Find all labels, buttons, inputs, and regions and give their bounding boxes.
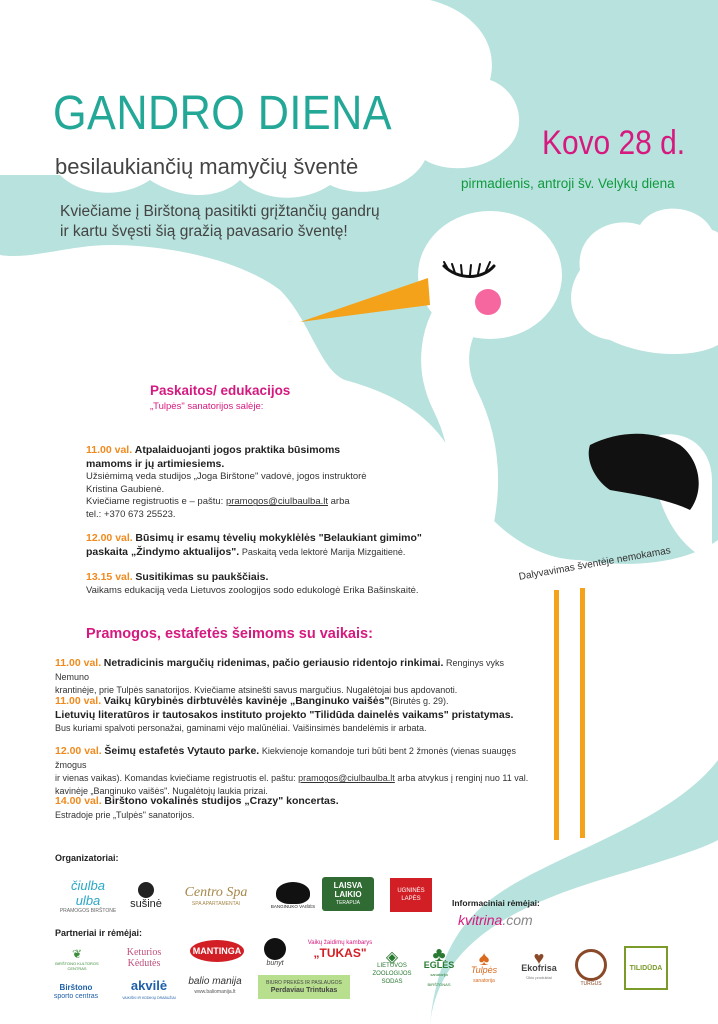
stork-beak bbox=[300, 278, 430, 322]
stork-leg-left bbox=[554, 590, 559, 840]
tulip-icon: ♠ bbox=[478, 947, 490, 970]
right-cloud bbox=[571, 209, 718, 354]
logo-text: BANGINUKO VAIŠĖS bbox=[270, 903, 316, 909]
event-heading: Netradicinis margučių ridenimas, pačio geriausio ridentojo rinkimai. bbox=[103, 657, 444, 669]
egles-logo bbox=[420, 944, 458, 996]
event-time: 12.00 val. bbox=[55, 745, 102, 757]
zoo-logo bbox=[370, 944, 414, 996]
event-text: Paskaitą veda lektorė Marija Mizgaitienė. bbox=[241, 546, 406, 557]
logo-text: MANTINGA bbox=[192, 946, 242, 956]
event-workshop bbox=[55, 695, 525, 735]
event-heading: mamoms ir jų artimiesiems. bbox=[86, 457, 225, 470]
event-text: kavinėje „Banginuko vaišės". Nugalėtojų laukia prizai. bbox=[55, 785, 268, 796]
event-relay bbox=[55, 745, 535, 797]
poster-subtitle: besilaukiančių mamyčių šventė bbox=[55, 154, 359, 179]
event-text: Kiekvienoje komandoje turi būti bent 2 žmonės (vienas suaugęs žmogus bbox=[55, 746, 516, 770]
event-date: Kovo 28 d. bbox=[542, 124, 686, 162]
logo-text: Birštono bbox=[59, 983, 93, 992]
ciulba-ulba-logo bbox=[58, 875, 118, 917]
logo-text: akvilė bbox=[130, 978, 168, 993]
event-time: 11.00 val. bbox=[55, 657, 102, 669]
email-link[interactable]: pramogos@ciulbaulba.lt bbox=[225, 496, 328, 508]
logo-text: sušinė bbox=[130, 898, 162, 910]
laisva-laikio-logo bbox=[322, 877, 374, 911]
turgus-logo bbox=[570, 944, 612, 992]
logo-text: Centro Spa bbox=[184, 885, 248, 900]
info-sponsors-label: Informaciniai rėmėjai: bbox=[452, 898, 540, 908]
logo-text: sporto centras bbox=[53, 993, 99, 1000]
event-birds bbox=[86, 571, 466, 597]
balio-manija-logo bbox=[180, 970, 250, 1004]
ugnines-lapes-logo bbox=[390, 878, 432, 912]
free-entry-note: Dalyvavimas šventėje nemokamas bbox=[518, 545, 672, 583]
invitation-line-2: ir kartu švęsti šią gražią pavasario šventę! bbox=[60, 223, 348, 240]
zoo-icon: ◈ bbox=[385, 949, 399, 966]
event-time: 13.15 val. bbox=[86, 571, 133, 583]
event-heading: Birštono vokalinės studijos „Crazy" koncertas. bbox=[104, 795, 339, 807]
tree-icon: ♣ bbox=[432, 944, 446, 966]
logo-text: TERAPIJA bbox=[336, 899, 360, 906]
event-heading: paskaita „Žindymo aktualijos". bbox=[86, 545, 240, 558]
event-heading: Atpalaiduojanti jogos praktika būsimoms bbox=[134, 444, 341, 456]
logo-text: TURGUS bbox=[580, 981, 602, 987]
event-time: 12.00 val. bbox=[86, 532, 133, 544]
logo-text: LAPĖS bbox=[401, 896, 421, 902]
event-text: krantinėje, prie Tulpės sanatorijos. Kviečiame atsinešti savus margučius. Nugalėtojai bus apdovanoti. bbox=[55, 685, 458, 696]
partners-label: Partneriai ir rėmėjai: bbox=[55, 928, 143, 938]
event-time: 14.00 val. bbox=[55, 795, 102, 807]
event-time: 11.00 val. bbox=[55, 695, 102, 707]
ekofrisa-logo bbox=[514, 944, 564, 992]
keturios-kedutes-logo bbox=[112, 944, 176, 972]
logo-text: „TUKAS" bbox=[313, 946, 367, 960]
event-heading: Lietuvių literatūros ir tautosakos instituto projekto "Tilidūda dainelės vaikams" pristatymas. bbox=[55, 708, 514, 721]
logo-text: Perdaviau Trintukas bbox=[270, 987, 338, 994]
logo-text: TILIDŪDA bbox=[629, 964, 663, 972]
logo-text: kvitrina bbox=[458, 912, 503, 928]
mantinga-logo bbox=[190, 940, 244, 962]
logo-text: LAIKIO bbox=[334, 889, 362, 899]
kvitrina-logo bbox=[458, 912, 533, 928]
event-text: tel.: +370 673 25523. bbox=[86, 508, 176, 520]
logo-text: BIURO PREKĖS IR PASLAUGOS bbox=[266, 980, 342, 986]
logo-text: UGNINĖS bbox=[397, 888, 425, 894]
event-text: Užsiėmimą veda studijos „Joga Birštone" vadovė, jogos instruktorė bbox=[86, 471, 367, 483]
event-heading: Vaikų kūrybinės dirbtuvėlės kavinėje „Banginuko vaišės" bbox=[103, 695, 390, 707]
event-text: arba bbox=[328, 496, 350, 508]
ekofrisa-icon: ♥ bbox=[533, 948, 545, 968]
event-yoga bbox=[86, 444, 426, 522]
event-text: Kristina Gaubienė. bbox=[86, 483, 165, 495]
logo-text: VAIKIŠKI IR KŪDIKIŲ DRABUŽIAI bbox=[122, 996, 176, 1000]
tiliduda-logo bbox=[624, 946, 668, 990]
tukas-logo bbox=[300, 935, 380, 965]
logo-text: Ekofrisa bbox=[521, 963, 557, 973]
logo-text: LIETUVOS bbox=[377, 963, 407, 969]
event-heading: Susitikimas su paukščiais. bbox=[135, 571, 269, 583]
logo-text: ZOOLOGIJOS bbox=[372, 971, 412, 977]
stork-leg-right bbox=[580, 588, 585, 838]
event-day: pirmadienis, antroji šv. Velykų diena bbox=[461, 176, 675, 191]
birstono-kultura-logo bbox=[50, 945, 104, 973]
stork-neck bbox=[445, 300, 500, 585]
section-lectures-subtitle: „Tulpės" sanatorijos salėje: bbox=[150, 401, 264, 412]
logo-text: EGLĖS bbox=[423, 960, 455, 970]
whale-icon bbox=[276, 882, 310, 904]
logo-text: balio manija bbox=[188, 976, 242, 987]
akvile-logo bbox=[118, 978, 180, 1006]
event-concert bbox=[55, 795, 455, 821]
event-text: Bus kuriami spalvoti personažai, gaminami vėjo malūnėliai. Vaišinsimės bandelėmis ir arbata. bbox=[55, 723, 427, 734]
logo-text: Tulpės bbox=[470, 964, 498, 975]
event-eggs bbox=[55, 657, 525, 697]
logo-text: sanatorija bbox=[473, 977, 495, 984]
logo-text: bunyt bbox=[266, 959, 284, 967]
event-parents-school bbox=[86, 532, 446, 559]
leaf-icon: ❦ bbox=[71, 947, 83, 961]
email-link[interactable]: pramogos@ciulbaulba.lt bbox=[298, 773, 395, 784]
logo-text: PRAMOGOS BIRŠTONE bbox=[59, 908, 117, 914]
poster-title: GANDRO DIENA bbox=[53, 87, 393, 140]
event-text: ir vienas vaikas). Komandas kviečiame registruotis el. paštu: bbox=[55, 773, 299, 784]
logo-text: SODAS bbox=[381, 979, 403, 985]
logo-text: .com bbox=[502, 912, 533, 928]
trintukas-logo bbox=[258, 975, 350, 999]
logo-text: čiulba ulba bbox=[71, 878, 105, 908]
stork-cheek bbox=[475, 289, 501, 315]
logo-text: sanatorija BIRŠTONAS bbox=[427, 972, 451, 987]
centro-spa-logo bbox=[172, 880, 260, 912]
logo-text: LAISVA bbox=[333, 880, 363, 890]
event-heading: Būsimų ir esamų tėvelių mokyklėlės "Belaukiant gimimo" bbox=[135, 532, 422, 544]
section-fun-title: Pramogos, estafetės šeimoms su vaikais: bbox=[86, 626, 373, 642]
event-heading: Šeimų estafetės Vytauto parke. bbox=[104, 745, 260, 757]
section-lectures-title: Paskaitos/ edukacijos bbox=[150, 383, 291, 398]
invitation-text bbox=[60, 202, 480, 242]
organizers-label: Organizatoriai: bbox=[55, 853, 119, 863]
logo-text: BIRŠTONO KULTŪROS CENTRAS bbox=[55, 961, 99, 971]
event-text: arba atvykus į renginį nuo 11 val. bbox=[394, 773, 529, 784]
logo-text: Keturios Kėdutės bbox=[126, 947, 162, 969]
turgus-icon bbox=[575, 949, 607, 981]
banginuko-logo bbox=[268, 872, 318, 918]
logo-text: Vaikų žaidimų kambarys bbox=[307, 940, 373, 946]
event-time: 11.00 val. bbox=[86, 444, 133, 456]
event-text: Estradoje prie „Tulpės" sanatorijos. bbox=[55, 809, 195, 820]
event-text: Renginys vyks Nemuno bbox=[55, 658, 505, 682]
bunyt-icon bbox=[264, 938, 286, 960]
birstono-sporto-logo bbox=[48, 978, 104, 1006]
bunyt-logo bbox=[258, 932, 292, 972]
tulpes-logo bbox=[464, 944, 504, 996]
susine-icon bbox=[138, 882, 154, 898]
logo-text: Ūkio produktai bbox=[526, 975, 552, 980]
logo-text: SPA APARTAMENTAI bbox=[191, 901, 241, 907]
logo-text: www.baliomanija.lt bbox=[194, 989, 236, 995]
susine-logo bbox=[122, 878, 170, 914]
event-text: Kviečiame registruotis e – paštu: bbox=[86, 496, 226, 508]
event-text: (Birutės g. 29). bbox=[389, 696, 449, 706]
invitation-line-1: Kviečiame į Birštoną pasitikti grįžtančių gandrų bbox=[60, 203, 380, 220]
event-text: Vaikams edukaciją veda Lietuvos zoologijos sodo edukologė Erika Bašinskaitė. bbox=[86, 584, 419, 596]
